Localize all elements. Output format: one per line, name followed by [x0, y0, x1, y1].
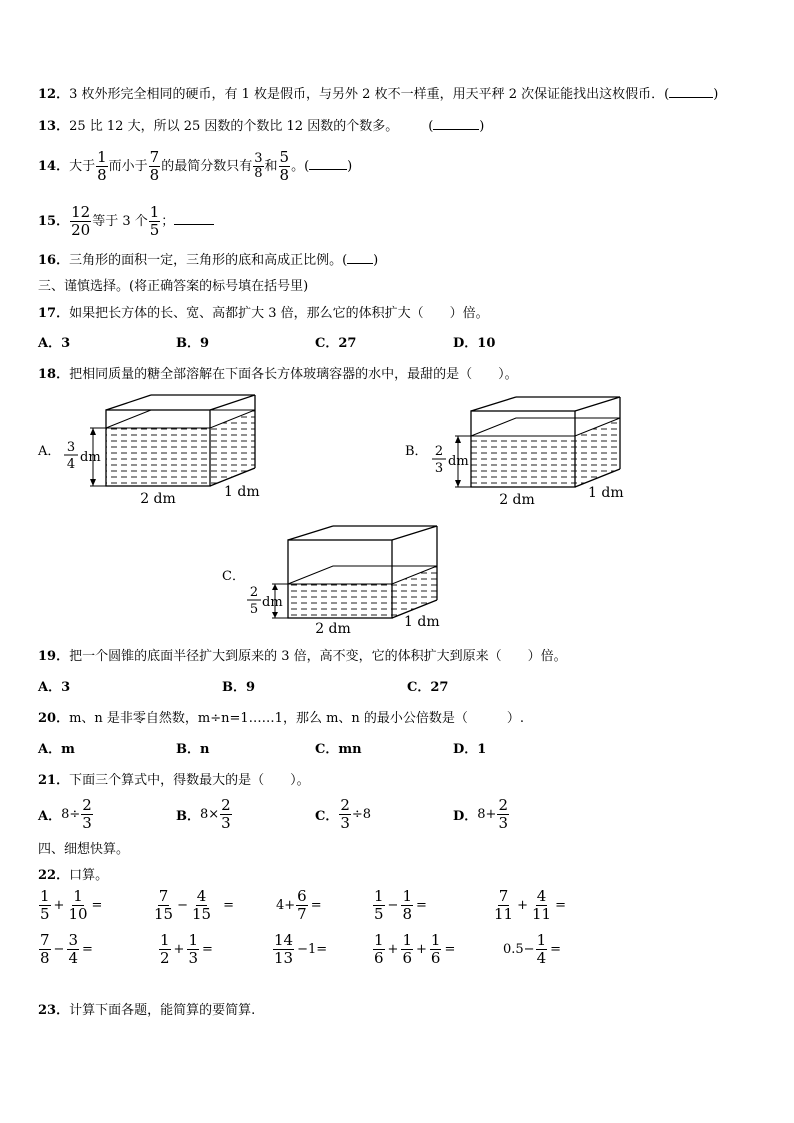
question-text: 下面三个算式中，得数最大的是（ ）。 [69, 773, 310, 788]
fraction: $\frac{1}{5}$ [149, 203, 160, 239]
question-text: 如果把长方体的长、宽、高都扩大 3 倍，那么它的体积扩大（ ）倍。 [69, 306, 489, 321]
option-b[interactable]: B．9 [176, 336, 210, 351]
figure-label: B． [405, 444, 428, 459]
fraction: $\frac{1}{8}$ [97, 148, 107, 184]
option-a[interactable]: A． 8÷ $\frac{2}{3}$ [38, 796, 92, 832]
svg-text:dm: dm [262, 595, 283, 610]
question-text: 25 比 12 大，所以 25 因数的个数比 12 因数的个数多。 [69, 119, 399, 134]
figure-label: C． [222, 569, 245, 584]
question-text: 把相同质量的糖全部溶解在下面各长方体玻璃容器的水中，最甜的是（ ）。 [69, 367, 518, 382]
mental-calc-item: $\frac{1}{5}$ + $\frac{1}{10}$ = [40, 887, 103, 923]
question-text: ； [161, 214, 175, 229]
svg-text:4: 4 [66, 457, 76, 472]
option-a[interactable]: A．m [38, 742, 75, 757]
water-front [471, 436, 575, 487]
question-number: 22． [38, 868, 70, 883]
question-22 [38, 864, 108, 883]
question-20 [38, 707, 524, 726]
section-heading: 四、细想快算。 [38, 842, 130, 857]
length-label: 2 dm [315, 621, 351, 637]
option-d[interactable]: D．10 [453, 336, 496, 351]
svg-text:2: 2 [434, 444, 444, 459]
question-text: 等于 3 个 [92, 214, 148, 229]
width-label: 1 dm [224, 484, 260, 500]
question-number: 12． [38, 87, 70, 102]
question-number: 13． [38, 119, 70, 134]
question-21 [38, 769, 310, 788]
container-a[interactable] [37, 395, 260, 507]
option-d[interactable]: D．1 [453, 742, 487, 757]
width-label: 1 dm [588, 485, 624, 501]
mental-calc-item: 4+ $\frac{6}{7}$ = [276, 887, 322, 923]
option-a[interactable]: A．3 [38, 680, 71, 695]
question-number: 21． [38, 773, 70, 788]
fraction: $\frac{7}{8}$ [149, 148, 160, 184]
fraction: $\frac{12}{20}$ [71, 203, 91, 239]
paren-close: ) [479, 119, 485, 134]
option-c[interactable]: C． $\frac{2}{3}$ ÷8 [315, 796, 372, 832]
mental-calc-item: $\frac{7}{11}$ + $\frac{4}{11}$ = [494, 887, 566, 923]
paren-close: ) [373, 253, 379, 268]
section-heading: 三、谨慎选择。(将正确答案的标号填在括号里) [38, 279, 309, 294]
question-number: 17． [38, 306, 70, 321]
length-label: 2 dm [499, 492, 535, 508]
mental-calc-item: $\frac{7}{15}$ − $\frac{4}{15}$ = [154, 887, 234, 923]
paren-close: ) [713, 87, 719, 102]
water-front [106, 428, 210, 486]
mental-calc-item: $\frac{1}{2}$ + $\frac{1}{3}$ = [160, 931, 213, 967]
svg-text:3: 3 [66, 440, 76, 455]
fraction: $\frac{3}{8}$ [254, 151, 263, 181]
container-c[interactable] [222, 526, 440, 637]
question-text: 大于 [69, 159, 96, 174]
question-number: 14． [38, 159, 70, 174]
question-number: 18． [38, 367, 70, 382]
paren-open: ( [428, 119, 434, 134]
container-b[interactable] [405, 397, 624, 508]
question-text: 和 [264, 159, 278, 174]
question-number: 23． [38, 1003, 70, 1018]
paren-close: ) [347, 159, 353, 174]
width-label: 1 dm [404, 614, 440, 630]
question-text: 的最简分数只有 [161, 159, 253, 174]
mental-calc-item: $\frac{1}{6}$ + $\frac{1}{6}$ + $\frac{1}{6}$ = [374, 931, 456, 967]
option-b[interactable]: B． 8× $\frac{2}{3}$ [176, 796, 231, 832]
mental-calc-item: 0.5− $\frac{1}{4}$ = [503, 931, 562, 967]
question-text: 3 枚外形完全相同的硬币，有 1 枚是假币，与另外 2 枚不一样重，用天平秤 2 次保证能找出这枚假币．( [69, 87, 670, 102]
figure-label: A． [38, 444, 61, 459]
option-b[interactable]: B．9 [222, 680, 256, 695]
option-c[interactable]: C．mn [315, 742, 362, 757]
option-b[interactable]: B．n [176, 742, 210, 757]
svg-text:dm: dm [448, 454, 469, 469]
water-front [288, 584, 392, 618]
option-c[interactable]: C．27 [407, 680, 449, 695]
question-text: 。( [291, 159, 310, 174]
length-label: 2 dm [140, 491, 176, 507]
question-number: 16． [38, 253, 70, 268]
question-text: 把一个圆锥的底面半径扩大到原来的 3 倍，高不变，它的体积扩大到原来（ ）倍。 [69, 649, 567, 664]
question-number: 20． [38, 711, 70, 726]
fraction: $\frac{5}{8}$ [279, 148, 290, 184]
question-number: 15． [38, 214, 70, 229]
svg-text:5: 5 [249, 602, 259, 617]
option-c[interactable]: C．27 [315, 336, 357, 351]
mental-calc-item: $\frac{1}{5}$ − $\frac{1}{8}$ = [374, 887, 427, 923]
option-d[interactable]: D． 8+ $\frac{2}{3}$ [453, 796, 508, 832]
question-text: 口算。 [69, 868, 109, 883]
question-19 [38, 645, 567, 664]
question-number: 19． [38, 649, 70, 664]
mental-calc-item: $\frac{14}{13}$ −1= [274, 931, 328, 967]
option-a[interactable]: A．3 [38, 336, 71, 351]
question-23 [38, 999, 255, 1018]
svg-text:dm: dm [80, 450, 101, 465]
question-text: 计算下面各题，能简算的要简算. [69, 1003, 256, 1018]
question-text: 三角形的面积一定，三角形的底和高成正比例。( [69, 253, 348, 268]
svg-text:3: 3 [434, 461, 444, 476]
mental-calc-item: $\frac{7}{8}$ − $\frac{3}{4}$ = [40, 931, 93, 967]
svg-text:2: 2 [249, 585, 259, 600]
question-text: 而小于 [108, 159, 148, 174]
question-text: m、n 是非零自然数，m÷n=1……1，那么 m、n 的最小公倍数是（ ）. [69, 711, 525, 726]
